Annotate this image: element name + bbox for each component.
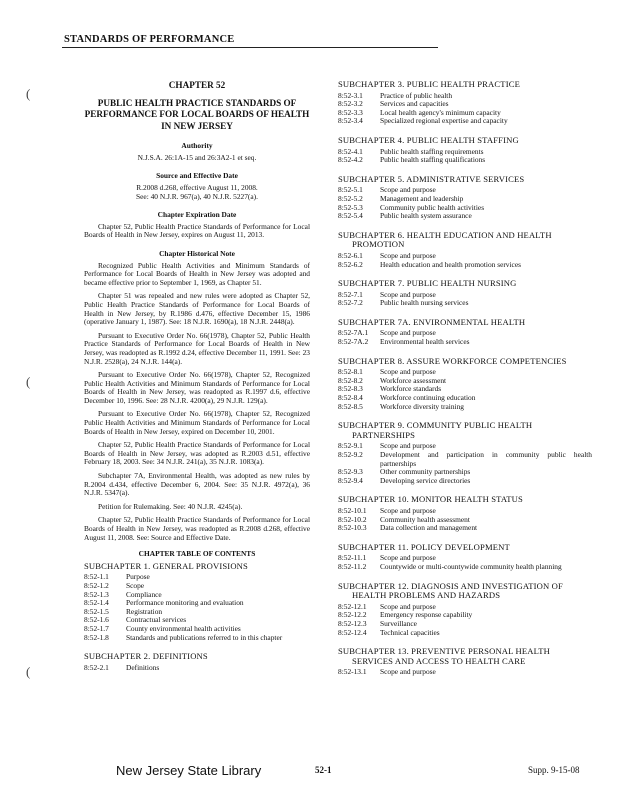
toc-entry [338, 524, 592, 533]
subchapter [338, 421, 592, 485]
toc-left [84, 562, 310, 673]
margin-mark: ( [26, 86, 31, 101]
section-number: 8:52-4.1 [338, 146, 363, 156]
section-number: 8:52-4.2 [338, 155, 363, 165]
section-title: Specialized regional expertise and capacity [380, 116, 508, 126]
section-number: 8:52-8.5 [338, 401, 363, 411]
toc-right [338, 80, 592, 677]
history-paragraph: Recognized Public Health Activities and Minimum Standards of Performance for Local Boards of Health in New Jersey was adopted and became effective prior to September 1, 1969, as Chapter 51. [84, 260, 310, 287]
toc-entry [338, 394, 592, 403]
section-number: 8:52-7A.1 [338, 328, 369, 338]
history-paragraph: Petition for Rulemaking. See: 40 N.J.R. 4245(a). [98, 501, 243, 511]
section-number: 8:52-5.2 [338, 193, 363, 203]
section-number: 8:52-9.4 [338, 475, 363, 485]
section-number: 8:52-7.2 [338, 298, 363, 308]
toc-entry [338, 620, 592, 629]
subchapter-title: SUBCHAPTER 1. GENERAL PROVISIONS [84, 560, 248, 571]
subchapter-title: SUBCHAPTER 6. HEALTH EDUCATION AND HEALTH PROMOTION [338, 229, 552, 250]
section-number: 8:52-6.2 [338, 259, 363, 269]
section-title: Workforce diversity training [380, 401, 464, 411]
section-number: 8:52-10.2 [338, 514, 367, 524]
toc-entry [338, 212, 592, 221]
section-title: Scope and purpose [380, 667, 436, 677]
section-number: 8:52-3.2 [338, 99, 363, 109]
toc-entry [84, 664, 310, 673]
section-title: Standards and publications referred to in this chapter [126, 632, 283, 642]
section-number: 8:52-6.1 [338, 250, 363, 260]
footer-supplement: Supp. 9-15-08 [528, 765, 580, 775]
toc-entry [338, 156, 592, 165]
right-column [338, 80, 592, 687]
header-rule [62, 47, 438, 48]
toc-entry [84, 608, 310, 617]
section-title: Scope and purpose [380, 328, 436, 338]
section-title: Registration [126, 606, 163, 616]
section-title: Workforce assessment [380, 375, 447, 385]
section-number: 8:52-1.8 [84, 632, 109, 642]
toc-entry [84, 582, 310, 591]
section-number: 8:52-10.3 [338, 523, 367, 533]
subchapter [338, 80, 592, 126]
subchapter-title: SUBCHAPTER 7. PUBLIC HEALTH NURSING [338, 278, 517, 289]
section-title: Scope and purpose [380, 553, 436, 563]
section-title: Data collection and management [380, 523, 478, 533]
section-number: 8:52-8.1 [338, 367, 363, 377]
source-line: R.2008 d.268, effective August 11, 2008. [136, 183, 258, 192]
section-title: Public health system assurance [380, 211, 472, 221]
history-heading: Chapter Historical Note [159, 248, 235, 258]
section-title: Workforce continuing education [380, 393, 476, 403]
section-title: Contractual services [126, 615, 187, 625]
subchapter [84, 562, 310, 642]
subchapter [84, 652, 310, 672]
section-number: 8:52-3.1 [338, 90, 363, 100]
toc-entry [84, 599, 310, 608]
history-paragraph: Chapter 51 was repealed and new rules were adopted as Chapter 52, Public Health Practice Standards of Performance for Local Boards of Health in New Jersey, by R.1986 d.476, effective December 15, 1986 (operative January 1, 1987). See: 18 N.J.R. 1690(a), 18 N.J.R. 2448(a). [84, 291, 310, 327]
section-title: Compliance [126, 589, 162, 599]
section-number: 8:52-12.2 [338, 610, 367, 620]
section-number: 8:52-8.4 [338, 393, 363, 403]
section-title: Public health staffing requirements [380, 146, 484, 156]
section-title: Services and capacities [380, 99, 449, 109]
subchapter-title: SUBCHAPTER 12. DIAGNOSIS AND INVESTIGATION OF HEALTH PROBLEMS AND HAZARDS [338, 580, 563, 601]
section-number: 8:52-1.2 [84, 580, 109, 590]
subchapter-title: SUBCHAPTER 5. ADMINISTRATIVE SERVICES [338, 173, 525, 184]
section-number: 8:52-1.7 [84, 623, 109, 633]
history-paragraph: Subchapter 7A, Environmental Health, was adopted as new rules by R.2004 d.434, effective December 6, 2004. See: 35 N.J.R. 4972(a), 36 N.J.R. 5347(a). [84, 471, 310, 498]
section-title: Scope and purpose [380, 185, 436, 195]
toc-entry [338, 477, 592, 486]
subchapter [338, 279, 592, 308]
subchapter-title: SUBCHAPTER 3. PUBLIC HEALTH PRACTICE [338, 79, 520, 89]
section-number: 8:52-1.3 [84, 589, 109, 599]
section-number: 8:52-13.1 [338, 667, 367, 677]
running-header: STANDARDS OF PERFORMANCE [64, 34, 235, 45]
toc-entry [338, 563, 592, 572]
margin-mark: ( [26, 664, 31, 679]
section-number: 8:52-8.2 [338, 375, 363, 385]
section-number: 8:52-2.1 [84, 662, 109, 672]
toc-entry [338, 186, 592, 195]
section-number: 8:52-7A.2 [338, 337, 369, 347]
section-title: Development and participation in community public health partnerships [380, 450, 592, 468]
authority-text: N.J.S.A. 26:1A-15 and 26:3A2-1 et seq. [137, 152, 257, 162]
toc-entry [84, 634, 310, 643]
section-title: Other community partnerships [380, 467, 471, 477]
section-title: Public health staffing qualifications [380, 155, 486, 165]
section-number: 8:52-9.1 [338, 441, 363, 451]
section-number: 8:52-10.1 [338, 505, 367, 515]
section-title: Management and leadership [380, 193, 464, 203]
section-number: 8:52-1.5 [84, 606, 109, 616]
history-paragraph: Pursuant to Executive Order No. 66(1978), Chapter 52, Recognized Public Health Activities and Minimum Standards of Performance for Local Boards of Health in New Jersey, was readopted as R.1997 d.6, effective December 10, 1996. See: 28 N.J.R. 4200(a), 29 N.J.R. 129(a). [84, 370, 310, 405]
toc-entry [338, 117, 592, 126]
history-paragraphs [84, 262, 310, 543]
history-paragraph: Pursuant to Executive Order No. 66(1978), Chapter 52, Public Health Practice Standards of Performance for Local Boards of Health in New Jersey, was readopted as R.1992 d.24, effective December 11, 1991. See: 23 N.J.R. 2528(a), 24 N.J.R. 144(a). [84, 330, 310, 366]
toc-entry [338, 368, 592, 377]
authority-heading: Authority [181, 141, 213, 151]
subchapter-title: SUBCHAPTER 2. DEFINITIONS [84, 651, 208, 662]
footer-page-number: 52-1 [315, 765, 332, 775]
section-number: 8:52-1.1 [84, 572, 109, 582]
footer-library: New Jersey State Library [116, 763, 262, 778]
section-title: Practice of public health [380, 90, 453, 100]
subchapter [338, 231, 592, 269]
section-title: Workforce standards [380, 384, 442, 394]
left-column [84, 80, 310, 682]
subchapter [338, 543, 592, 572]
subchapter [338, 582, 592, 638]
subchapter [338, 495, 592, 532]
section-title: Public health nursing services [380, 298, 469, 308]
toc-entry [338, 377, 592, 386]
section-number: 8:52-5.1 [338, 185, 363, 195]
subchapter-title: SUBCHAPTER 9. COMMUNITY PUBLIC HEALTH PARTNERSHIPS [338, 420, 533, 440]
section-number: 8:52-7.1 [338, 289, 363, 299]
subchapter [338, 357, 592, 412]
subchapter [338, 175, 592, 221]
section-title: Health education and health promotion services [380, 259, 521, 269]
section-title: Scope and purpose [380, 250, 436, 260]
subchapter [338, 136, 592, 165]
section-number: 8:52-12.1 [338, 601, 367, 611]
subchapter-title: SUBCHAPTER 4. PUBLIC HEALTH STAFFING [338, 134, 519, 145]
subchapter-title: SUBCHAPTER 11. POLICY DEVELOPMENT [338, 541, 510, 552]
section-number: 8:52-9.3 [338, 467, 363, 477]
section-number: 8:52-5.4 [338, 211, 363, 221]
toc-entry [338, 92, 592, 101]
subchapter-title: SUBCHAPTER 13. PREVENTIVE PERSONAL HEALTH SERVICES AND ACCESS TO HEALTH CARE [338, 646, 551, 666]
chapter-title: PUBLIC HEALTH PRACTICE STANDARDS OF PERFORMANCE FOR LOCAL BOARDS OF HEALTH IN NEW JERSEY [84, 98, 310, 131]
section-title: Scope and purpose [380, 441, 436, 451]
toc-entry [338, 261, 592, 270]
section-title: Environmental health services [380, 337, 470, 347]
section-title: Scope [126, 580, 145, 590]
chapter-number: CHAPTER 52 [168, 80, 226, 90]
toc-entry [338, 299, 592, 308]
section-title: Scope and purpose [380, 289, 436, 299]
margin-mark: ( [26, 374, 31, 389]
section-number: 8:52-9.2 [338, 450, 363, 459]
section-title: Developing service directories [380, 475, 471, 485]
section-number: 8:52-1.6 [84, 615, 109, 625]
toc-entry [338, 668, 592, 677]
toc-entry [338, 611, 592, 620]
toc-entry [338, 403, 592, 412]
history-paragraph: Chapter 52, Public Health Practice Standards of Performance for Local Boards of Health in New Jersey, was adopted as R.2003 d.51, effective February 18, 2003. See: 34 N.J.R. 241(a), 35 N.J.R. 1083(a). [84, 440, 310, 467]
subchapter-title: SUBCHAPTER 10. MONITOR HEALTH STATUS [338, 494, 523, 505]
section-title: Local health agency's minimum capacity [380, 107, 501, 117]
section-number: 8:52-3.4 [338, 116, 363, 126]
toc-entry [338, 451, 592, 468]
expiration-heading: Chapter Expiration Date [157, 210, 237, 220]
subchapter [338, 318, 592, 347]
section-number: 8:52-11.1 [338, 553, 367, 563]
history-paragraph: Chapter 52, Public Health Practice Standards of Performance for Local Boards of Health in New Jersey, was readopted as R.2008 d.268, effective August 11, 2008. See: Source and Effective Date. [84, 515, 310, 542]
section-title: County environmental health activities [126, 623, 241, 633]
section-title: Scope and purpose [380, 367, 436, 377]
section-title: Community public health activities [380, 202, 485, 212]
section-title: Definitions [126, 662, 160, 672]
subchapter [338, 647, 592, 677]
toc-entry [338, 629, 592, 638]
section-title: Countywide or multi-countywide community health planning [380, 561, 562, 571]
section-title: Purpose [126, 572, 150, 582]
toc-entry [338, 338, 592, 347]
section-title: Community health assessment [380, 514, 470, 524]
section-title: Technical capacities [380, 627, 440, 637]
expiration-text: Chapter 52, Public Health Practice Standards of Performance for Local Boards of Health in New Jersey, expires on August 11, 2013. [84, 221, 310, 240]
source-heading: Source and Effective Date [156, 171, 238, 181]
subchapter-title: SUBCHAPTER 8. ASSURE WORKFORCE COMPETENCIES [338, 355, 567, 366]
section-number: 8:52-5.3 [338, 202, 363, 212]
section-title: Surveillance [380, 618, 417, 628]
section-number: 8:52-3.3 [338, 107, 363, 117]
section-title: Performance monitoring and evaluation [126, 598, 244, 608]
subchapter-title: SUBCHAPTER 7A. ENVIRONMENTAL HEALTH [338, 316, 526, 327]
section-title: Scope and purpose [380, 505, 436, 515]
section-title: Emergency response capability [380, 610, 473, 620]
section-number: 8:52-1.4 [84, 598, 109, 608]
section-number: 8:52-12.4 [338, 627, 367, 637]
history-paragraph: Pursuant to Executive Order No. 66(1978), Chapter 52, Recognized Public Health Activities and Minimum Standards of Performance for Local Boards of Health in New Jersey, expired on December 10, 2001. [84, 409, 310, 436]
section-number: 8:52-12.3 [338, 618, 367, 628]
source-line: See: 40 N.J.R. 967(a), 40 N.J.R. 5227(a). [136, 191, 258, 201]
section-number: 8:52-8.3 [338, 384, 363, 394]
section-number: 8:52-11.2 [338, 561, 367, 571]
toc-entry [84, 573, 310, 582]
section-title: Scope and purpose [380, 601, 436, 611]
toc-heading: CHAPTER TABLE OF CONTENTS [138, 549, 256, 559]
